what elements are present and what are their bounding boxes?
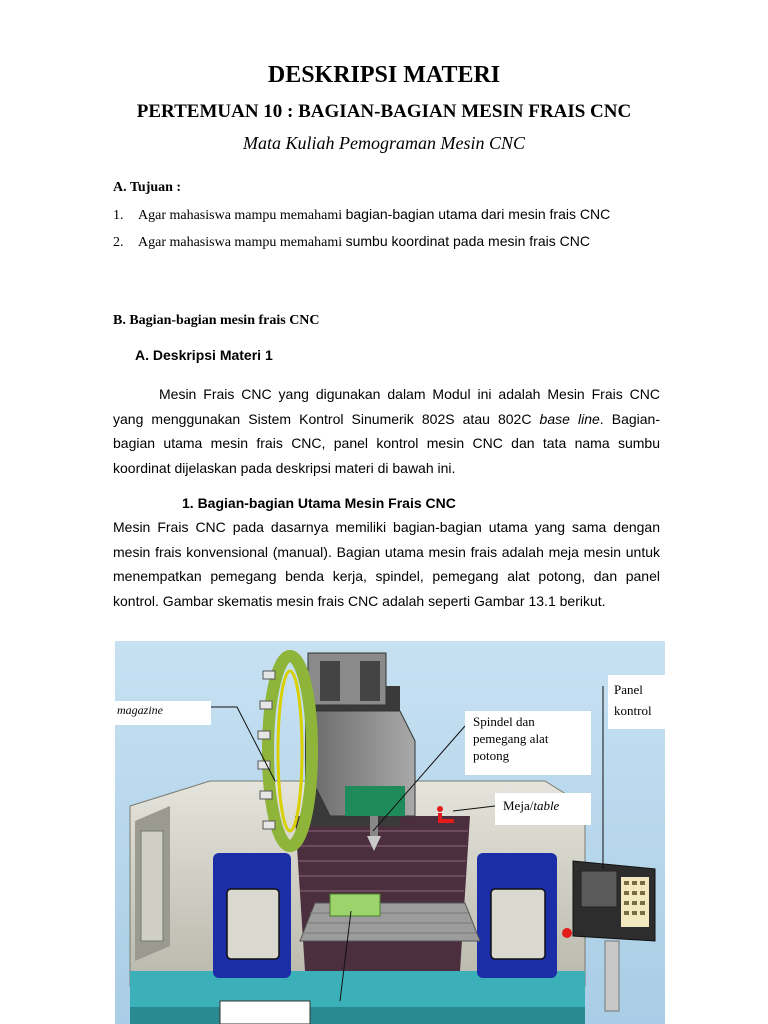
magazine-label-text: magazine [117, 703, 163, 717]
goal-item-1 [113, 206, 610, 224]
section-a-heading: A. Tujuan : [113, 180, 182, 195]
document-title: DESKRIPSI MATERI [267, 62, 501, 88]
meeting-subtitle: PERTEMUAN 10 : BAGIAN-BAGIAN MESIN FRAIS CNC [136, 101, 632, 122]
goal-text-sans: sumbu koordinat pada mesin frais CNC [345, 233, 590, 249]
main-parts-paragraph: Mesin Frais CNC pada dasarnya memiliki bagian-bagian utama yang sama dengan mesin frais konvensional (manual). Bagian utama mesin frais adalah meja mesin untuk menempatkan pemegang benda kerja, spindel, pemegang alat potong, dan panel kontrol. Gambar skematis mesin frais CNC adalah seperti Gambar 13.1 berikut. [113, 519, 660, 609]
goal-text-serif: Agar mahasiswa mampu memahami [138, 208, 346, 223]
paragraph-text: Mesin Frais CNC yang digunakan dalam Modul ini adalah Mesin Frais CNC yang menggunakan Sistem Kontrol Sinumerik 802S atau 802C [113, 386, 660, 427]
table-label-text: table [533, 798, 560, 813]
goal-text-sans: bagian-bagian utama dari mesin frais CNC [345, 206, 611, 222]
course-name: Mata Kuliah Pemograman Mesin CNC [243, 133, 525, 153]
cnc-machine-figure [115, 641, 665, 1024]
section-b-heading: B. Bagian-bagian mesin frais CNC [113, 313, 320, 328]
goal-number: 1. [113, 208, 124, 223]
goal-number: 2. [113, 235, 124, 250]
magazine-label [115, 701, 211, 725]
paragraph-italic-text: base line [539, 410, 600, 427]
panel-label-line-1: Panel [614, 682, 643, 697]
goal-text-serif: Agar mahasiswa mampu memahami [138, 235, 346, 250]
spindel-label-text: Spindel dan pemegang alat potong [473, 714, 549, 763]
panel-kontrol-label [608, 675, 665, 729]
cnc-machine-illustration [115, 641, 665, 1024]
panel-label-line-2: kontrol [614, 703, 652, 718]
subsection-a-heading: A. Deskripsi Materi 1 [135, 347, 273, 363]
spindel-label [465, 711, 591, 775]
subsection-1-heading: 1. Bagian-bagian Utama Mesin Frais CNC [182, 495, 456, 511]
description-paragraph [113, 382, 660, 480]
meja-label-text: Meja/ [503, 798, 534, 813]
goal-item-2 [113, 233, 590, 251]
meja-table-label [495, 793, 591, 825]
paragraph-text: . Bagian-bagian utama mesin frais CNC, panel kontrol mesin CNC dan tata nama sumbu koordinat dijelaskan pada deskripsi materi di bawah ini. [113, 410, 660, 476]
